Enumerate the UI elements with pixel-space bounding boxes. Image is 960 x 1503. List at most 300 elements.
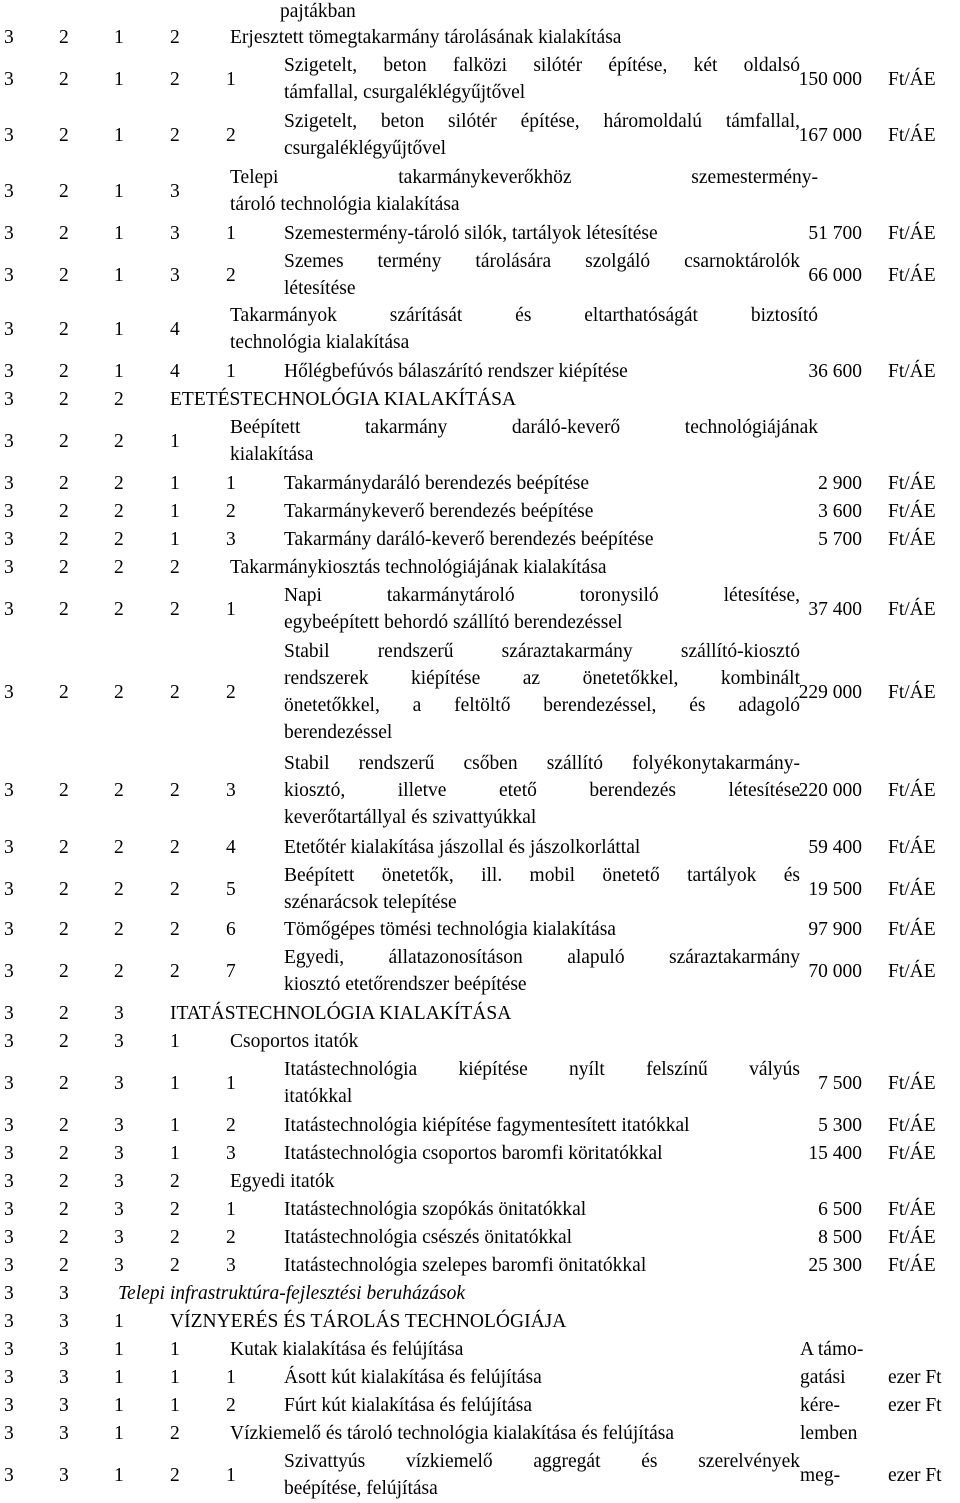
amount-value: 3 600 xyxy=(818,501,862,522)
table-row xyxy=(0,1392,960,1419)
item-description xyxy=(284,1448,800,1502)
unit-label: Ft/ÁE xyxy=(888,223,936,244)
unit-label: Ft/ÁE xyxy=(888,473,936,494)
amount-value: 5 300 xyxy=(818,1115,862,1136)
unit-label: ezer Ft xyxy=(888,1464,942,1486)
item-description xyxy=(230,1028,950,1055)
description-line: Takarmány daráló-keverő berendezés beépítése xyxy=(284,529,654,550)
code-digit: 1 xyxy=(226,223,236,244)
code-digit: 2 xyxy=(114,681,124,703)
unit-label: Ft/ÁE xyxy=(888,361,936,382)
amount-value: 2 900 xyxy=(818,473,862,494)
amount-value: 167 000 xyxy=(798,124,862,146)
description-line: Egyedi, állatazonosításon alapuló száraztakarmány xyxy=(284,947,800,968)
description-line: Ásott kút kialakítása és felújítása xyxy=(284,1367,542,1388)
code-digit: 2 xyxy=(114,878,124,900)
code-digit: 3 xyxy=(114,1003,124,1024)
code-digit: 2 xyxy=(59,501,69,522)
code-digit: 1 xyxy=(114,1339,124,1360)
amount-value: A támo- xyxy=(800,1339,864,1360)
description-line: Beépített önetetők, ill. mobil önetető tartályok és xyxy=(284,865,800,886)
code-digit: 2 xyxy=(114,919,124,940)
description-line: Takarmánykeverő berendezés beépítése xyxy=(284,501,594,522)
description-line: Itatástechnológia csészés önitatókkal xyxy=(284,1227,573,1248)
code-digit: 2 xyxy=(59,318,69,340)
code-digit: 2 xyxy=(59,919,69,940)
description-line: Itatástechnológia kiépítése fagymentesített itatókkal xyxy=(284,1115,690,1136)
item-description xyxy=(284,1196,800,1223)
description-line: VÍZNYERÉS ÉS TÁROLÁS TECHNOLÓGIÁJA xyxy=(170,1311,567,1332)
code-digit: 3 xyxy=(4,598,14,620)
code-digit: 2 xyxy=(59,1003,69,1024)
amount-value: gatási xyxy=(800,1367,846,1388)
code-digit: 1 xyxy=(226,598,236,620)
code-digit: 1 xyxy=(114,1311,124,1332)
code-digit: 3 xyxy=(4,837,14,858)
item-description xyxy=(230,24,950,51)
description-line: Itatástechnológia szopókás önitatókkal xyxy=(284,1199,587,1220)
table-row xyxy=(0,554,960,581)
item-description xyxy=(284,582,800,636)
unit-label: ezer Ft xyxy=(888,1395,942,1416)
code-digit: 1 xyxy=(226,473,236,494)
item-description xyxy=(230,414,818,468)
code-digit: 2 xyxy=(170,878,180,900)
description-line: Szivattyús vízkiemelő aggregát és szerelvények xyxy=(284,1451,800,1472)
description-line: Egyedi itatók xyxy=(230,1171,335,1192)
code-digit: 1 xyxy=(226,68,236,90)
code-digit: 2 xyxy=(59,180,69,202)
table-row xyxy=(0,0,960,25)
code-digit: 1 xyxy=(114,1367,124,1388)
code-digit: 7 xyxy=(226,960,236,982)
table-row xyxy=(0,52,960,106)
table-row xyxy=(0,248,960,302)
item-description xyxy=(280,0,950,25)
code-digit: 3 xyxy=(4,1339,14,1360)
description-line: Tömőgépes tömési technológia kialakítása xyxy=(284,919,616,940)
item-description xyxy=(230,554,950,581)
code-digit: 3 xyxy=(59,1339,69,1360)
code-digit: 3 xyxy=(4,1199,14,1220)
table-row xyxy=(0,24,960,51)
description-line: keverőtartállyal és szivattyúkkal xyxy=(284,807,537,828)
unit-label: Ft/ÁE xyxy=(888,837,936,858)
code-digit: 2 xyxy=(226,1227,236,1248)
item-description xyxy=(284,470,800,497)
amount-value: 15 400 xyxy=(808,1143,862,1164)
code-digit: 3 xyxy=(4,389,14,410)
code-digit: 2 xyxy=(114,389,124,410)
table-row xyxy=(0,1196,960,1223)
code-digit: 2 xyxy=(114,837,124,858)
unit-label: Ft/ÁE xyxy=(888,598,936,620)
table-row xyxy=(0,916,960,943)
amount-value: 229 000 xyxy=(798,681,862,703)
code-digit: 2 xyxy=(170,1171,180,1192)
code-digit: 2 xyxy=(226,681,236,703)
table-row xyxy=(0,1168,960,1195)
code-digit: 2 xyxy=(59,780,69,801)
description-line: Takarmányok szárítását és eltarthatóságát biztosító xyxy=(230,305,818,326)
description-line: kiosztó, illetve etető berendezés létesítése xyxy=(284,780,800,801)
unit-label: Ft/ÁE xyxy=(888,1143,936,1164)
code-digit: 2 xyxy=(170,1199,180,1220)
item-description xyxy=(230,302,818,356)
description-line: kialakítása xyxy=(230,444,314,465)
code-digit: 2 xyxy=(114,430,124,452)
code-digit: 2 xyxy=(114,780,124,801)
unit-label: Ft/ÁE xyxy=(888,529,936,550)
code-digit: 3 xyxy=(170,223,180,244)
code-digit: 2 xyxy=(59,960,69,982)
code-digit: 1 xyxy=(226,1367,236,1388)
code-digit: 3 xyxy=(4,1143,14,1164)
code-digit: 1 xyxy=(114,1395,124,1416)
code-digit: 1 xyxy=(170,1115,180,1136)
code-digit: 1 xyxy=(170,1339,180,1360)
table-row xyxy=(0,1224,960,1251)
code-digit: 3 xyxy=(59,1395,69,1416)
code-digit: 3 xyxy=(4,473,14,494)
code-digit: 1 xyxy=(114,264,124,286)
code-digit: 2 xyxy=(170,1423,180,1444)
code-digit: 3 xyxy=(4,1227,14,1248)
item-description xyxy=(230,164,818,218)
description-line: Itatástechnológia kiépítése nyílt felszínű vályús xyxy=(284,1059,800,1080)
description-line: ETETÉSTECHNOLÓGIA KIALAKÍTÁSA xyxy=(170,389,517,410)
code-digit: 2 xyxy=(59,878,69,900)
item-description xyxy=(284,1112,800,1139)
amount-value: 6 500 xyxy=(818,1199,862,1220)
code-digit: 2 xyxy=(170,780,180,801)
description-line: berendezéssel xyxy=(284,722,393,743)
code-digit: 1 xyxy=(114,318,124,340)
table-row xyxy=(0,1252,960,1279)
item-description xyxy=(284,1252,800,1279)
unit-label: Ft/ÁE xyxy=(888,1115,936,1136)
table-row xyxy=(0,1000,960,1027)
description-line: kiosztó etetőrendszer beépítése xyxy=(284,974,527,995)
code-digit: 2 xyxy=(59,1143,69,1164)
code-digit: 2 xyxy=(114,557,124,578)
amount-value: 36 600 xyxy=(808,361,862,382)
code-digit: 2 xyxy=(114,529,124,550)
item-description xyxy=(284,108,800,162)
code-digit: 2 xyxy=(59,1255,69,1276)
description-line: támfallal, csurgaléklégyűjtővel xyxy=(284,82,526,103)
unit-label: Ft/ÁE xyxy=(888,1227,936,1248)
code-digit: 3 xyxy=(4,1003,14,1024)
item-description xyxy=(284,498,800,525)
code-digit: 3 xyxy=(114,1143,124,1164)
code-digit: 1 xyxy=(114,180,124,202)
code-digit: 3 xyxy=(4,501,14,522)
code-digit: 3 xyxy=(4,919,14,940)
description-line: Szigetelt, beton falközi silótér építése, két oldalsó xyxy=(284,55,800,76)
unit-label: Ft/ÁE xyxy=(888,960,936,982)
code-digit: 3 xyxy=(114,1031,124,1052)
table-row xyxy=(0,862,960,916)
amount-value: 66 000 xyxy=(808,264,862,286)
code-digit: 3 xyxy=(4,1115,14,1136)
table-row xyxy=(0,1140,960,1167)
code-digit: 2 xyxy=(226,124,236,146)
description-line: Telepi takarmánykeverőkhöz szemestermény- xyxy=(230,167,818,188)
code-digit: 3 xyxy=(59,1311,69,1332)
table-row xyxy=(0,302,960,356)
amount-value: 220 000 xyxy=(798,780,862,801)
description-line: Telepi infrastruktúra-fejlesztési beruházások xyxy=(118,1283,466,1304)
code-digit: 1 xyxy=(226,1072,236,1094)
code-digit: 2 xyxy=(170,27,180,48)
table-row xyxy=(0,1420,960,1447)
code-digit: 2 xyxy=(170,557,180,578)
amount-value: 59 400 xyxy=(808,837,862,858)
code-digit: 3 xyxy=(114,1255,124,1276)
code-digit: 1 xyxy=(170,430,180,452)
unit-label: Ft/ÁE xyxy=(888,1199,936,1220)
description-line: Takarmánykiosztás technológiájának kialakítása xyxy=(230,557,607,578)
code-digit: 6 xyxy=(226,919,236,940)
code-digit: 2 xyxy=(59,837,69,858)
code-digit: 1 xyxy=(114,27,124,48)
table-row xyxy=(0,470,960,497)
table-row xyxy=(0,358,960,385)
code-digit: 1 xyxy=(114,68,124,90)
code-digit: 3 xyxy=(4,68,14,90)
description-line: ITATÁSTECHNOLÓGIA KIALAKÍTÁSA xyxy=(170,1003,512,1024)
code-digit: 2 xyxy=(59,529,69,550)
item-description xyxy=(284,1140,800,1167)
table-row xyxy=(0,638,960,746)
code-digit: 2 xyxy=(59,361,69,382)
table-row xyxy=(0,750,960,831)
unit-label: Ft/ÁE xyxy=(888,780,936,801)
description-line: Szigetelt, beton silótér építése, háromoldalú támfallal, xyxy=(284,111,800,132)
code-digit: 5 xyxy=(226,878,236,900)
description-line: Beépített takarmány daráló-keverő technológiájának xyxy=(230,417,818,438)
item-description xyxy=(284,1364,800,1391)
code-digit: 2 xyxy=(170,960,180,982)
code-digit: 2 xyxy=(226,264,236,286)
code-digit: 2 xyxy=(59,557,69,578)
code-digit: 1 xyxy=(114,361,124,382)
code-digit: 3 xyxy=(4,361,14,382)
code-digit: 2 xyxy=(59,27,69,48)
code-digit: 1 xyxy=(114,223,124,244)
table-row xyxy=(0,582,960,636)
description-line: egybeépített behordó szállító berendezéssel xyxy=(284,612,623,633)
description-line: Kutak kialakítása és felújítása xyxy=(230,1339,464,1360)
code-digit: 2 xyxy=(170,681,180,703)
description-line: itatókkal xyxy=(284,1086,353,1107)
amount-value: meg- xyxy=(800,1464,841,1486)
table-row xyxy=(0,1112,960,1139)
code-digit: 3 xyxy=(59,1283,69,1304)
amount-value: 70 000 xyxy=(808,960,862,982)
amount-value: 51 700 xyxy=(808,223,862,244)
code-digit: 3 xyxy=(4,1423,14,1444)
item-description xyxy=(170,1308,950,1335)
code-digit: 4 xyxy=(226,837,236,858)
description-line: technológia kialakítása xyxy=(230,332,410,353)
code-digit: 3 xyxy=(4,27,14,48)
unit-label: Ft/ÁE xyxy=(888,919,936,940)
description-line: Fúrt kút kialakítása és felújítása xyxy=(284,1395,533,1416)
code-digit: 1 xyxy=(226,361,236,382)
code-digit: 3 xyxy=(59,1464,69,1486)
table-row xyxy=(0,1336,960,1363)
code-digit: 2 xyxy=(226,1115,236,1136)
code-digit: 3 xyxy=(4,1311,14,1332)
amount-value: 7 500 xyxy=(818,1072,862,1094)
code-digit: 3 xyxy=(114,1199,124,1220)
code-digit: 3 xyxy=(4,223,14,244)
code-digit: 1 xyxy=(226,1199,236,1220)
code-digit: 1 xyxy=(114,1464,124,1486)
code-digit: 3 xyxy=(226,1255,236,1276)
code-digit: 2 xyxy=(59,1115,69,1136)
description-line: Stabil rendszerű csőben szállító folyékonytakarmány- xyxy=(284,753,800,774)
description-line: Szemestermény-tároló silók, tartályok létesítése xyxy=(284,223,658,244)
code-digit: 2 xyxy=(59,223,69,244)
unit-label: Ft/ÁE xyxy=(888,501,936,522)
code-digit: 2 xyxy=(59,681,69,703)
code-digit: 3 xyxy=(226,1143,236,1164)
table-row xyxy=(0,498,960,525)
code-digit: 2 xyxy=(59,264,69,286)
unit-label: Ft/ÁE xyxy=(888,264,936,286)
amount-value: 25 300 xyxy=(808,1255,862,1276)
table-row xyxy=(0,834,960,861)
unit-label: Ft/ÁE xyxy=(888,878,936,900)
code-digit: 2 xyxy=(114,501,124,522)
code-digit: 2 xyxy=(59,124,69,146)
table-row xyxy=(0,164,960,218)
code-digit: 2 xyxy=(59,1031,69,1052)
code-digit: 3 xyxy=(4,960,14,982)
code-digit: 2 xyxy=(114,960,124,982)
description-line: Erjesztett tömegtakarmány tárolásának kialakítása xyxy=(230,27,622,48)
code-digit: 3 xyxy=(4,1031,14,1052)
code-digit: 3 xyxy=(4,430,14,452)
description-line: önetetőkkel, a feltöltő berendezéssel, és adagoló xyxy=(284,695,800,716)
code-digit: 3 xyxy=(4,1283,14,1304)
code-digit: 2 xyxy=(59,389,69,410)
code-digit: 3 xyxy=(226,780,236,801)
item-description xyxy=(284,1056,800,1110)
table-row xyxy=(0,1308,960,1335)
amount-value: lemben xyxy=(800,1423,858,1444)
code-digit: 3 xyxy=(4,878,14,900)
amount-value: 8 500 xyxy=(818,1227,862,1248)
amount-value: 19 500 xyxy=(808,878,862,900)
code-digit: 3 xyxy=(4,318,14,340)
table-row xyxy=(0,1448,960,1502)
item-description xyxy=(284,1224,800,1251)
code-digit: 3 xyxy=(4,264,14,286)
code-digit: 1 xyxy=(170,473,180,494)
code-digit: 3 xyxy=(114,1072,124,1094)
unit-label: Ft/ÁE xyxy=(888,124,936,146)
table-row xyxy=(0,414,960,468)
code-digit: 2 xyxy=(59,68,69,90)
code-digit: 2 xyxy=(59,1072,69,1094)
code-digit: 2 xyxy=(170,68,180,90)
code-digit: 3 xyxy=(4,557,14,578)
item-description xyxy=(284,638,800,746)
description-line: szénarácsok telepítése xyxy=(284,892,457,913)
table-row xyxy=(0,220,960,247)
table-row xyxy=(0,108,960,162)
code-digit: 4 xyxy=(170,361,180,382)
table-row xyxy=(0,526,960,553)
code-digit: 3 xyxy=(4,1171,14,1192)
code-digit: 2 xyxy=(170,837,180,858)
amount-value: 150 000 xyxy=(798,68,862,90)
code-digit: 2 xyxy=(59,430,69,452)
unit-label: Ft/ÁE xyxy=(888,68,936,90)
item-description xyxy=(170,1000,950,1027)
item-description xyxy=(284,526,800,553)
table-row xyxy=(0,944,960,998)
item-description xyxy=(284,834,800,861)
code-digit: 2 xyxy=(170,598,180,620)
table-row xyxy=(0,1364,960,1391)
code-digit: 3 xyxy=(59,1423,69,1444)
amount-value: 5 700 xyxy=(818,529,862,550)
code-digit: 3 xyxy=(4,529,14,550)
code-digit: 2 xyxy=(170,1464,180,1486)
code-digit: 3 xyxy=(114,1227,124,1248)
description-line: Hőlégbefúvós bálaszárító rendszer kiépítése xyxy=(284,361,628,382)
description-line: Vízkiemelő és tároló technológia kialakítása és felújítása xyxy=(230,1423,675,1444)
code-digit: 2 xyxy=(170,1227,180,1248)
item-description xyxy=(284,944,800,998)
code-digit: 2 xyxy=(226,501,236,522)
code-digit: 1 xyxy=(170,1143,180,1164)
table-row xyxy=(0,1280,960,1307)
description-line: Itatástechnológia csoportos baromfi köritatókkal xyxy=(284,1143,663,1164)
unit-label: ezer Ft xyxy=(888,1367,942,1388)
code-digit: 2 xyxy=(59,1227,69,1248)
code-digit: 2 xyxy=(226,1395,236,1416)
table-row xyxy=(0,1056,960,1110)
code-digit: 2 xyxy=(59,598,69,620)
description-line: Csoportos itatók xyxy=(230,1031,359,1052)
code-digit: 3 xyxy=(4,124,14,146)
item-description xyxy=(284,750,800,831)
description-line: Szemes termény tárolására szolgáló csarnoktárolók xyxy=(284,251,800,272)
code-digit: 3 xyxy=(4,1395,14,1416)
item-description xyxy=(284,358,800,385)
description-line: Takarmánydaráló berendezés beépítése xyxy=(284,473,590,494)
amount-value: 37 400 xyxy=(808,598,862,620)
code-digit: 3 xyxy=(4,780,14,801)
code-digit: 3 xyxy=(170,264,180,286)
item-description xyxy=(284,52,800,106)
item-description xyxy=(230,1168,950,1195)
code-digit: 2 xyxy=(170,1255,180,1276)
description-line: Etetőtér kialakítása jászollal és jászolkorláttal xyxy=(284,837,641,858)
code-digit: 3 xyxy=(4,681,14,703)
description-line: pajtákban xyxy=(280,1,356,22)
table-row xyxy=(0,386,960,413)
code-digit: 3 xyxy=(226,529,236,550)
code-digit: 3 xyxy=(4,180,14,202)
code-digit: 4 xyxy=(170,318,180,340)
